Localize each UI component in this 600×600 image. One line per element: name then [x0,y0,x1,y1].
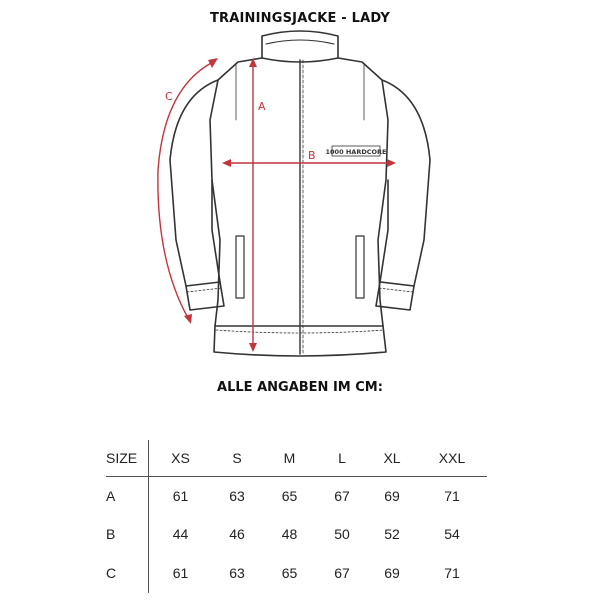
page-title: TRAININGSJACKE - LADY [209,11,391,26]
table-cell: 63 [229,488,245,504]
measure-a [249,58,257,352]
table-row [106,477,487,516]
size-header-xxl: XXL [417,440,487,477]
row-label: A [106,477,149,516]
table-cell: 67 [334,565,350,581]
size-header-m: M [262,440,317,477]
right-pocket [356,236,364,298]
table-cell: 69 [384,565,400,581]
table-cell: 67 [334,488,350,504]
table-row [106,553,487,593]
left-pocket [236,236,244,298]
table-cell: 63 [229,565,245,581]
table-cell: 54 [444,526,460,542]
table-cell: 69 [384,488,400,504]
table-cell: 71 [444,565,460,581]
table-header-row [106,440,487,477]
size-header-xl: XL [367,440,417,477]
jacket-outline [170,31,430,356]
table-cell: 65 [281,565,298,581]
table-cell: 46 [229,526,245,542]
size-header-xs: XS [149,440,213,477]
table-cell: 61 [172,488,189,504]
table-cell: 52 [384,526,400,542]
jacket-body [210,58,388,326]
table-row [106,515,487,553]
row-label: B [106,515,149,553]
logo-text: 1000 HARDCORE [325,148,387,156]
size-corner-label: SIZE [106,440,149,477]
size-table [106,440,487,593]
table-cell: 44 [172,526,189,542]
row-label: C [106,553,149,593]
measure-a-label: A [258,100,266,113]
table-cell: 61 [172,565,189,581]
measure-b-label: B [308,149,316,162]
table-cell: 71 [444,488,460,504]
size-header-l: L [317,440,367,477]
units-note: ALLE ANGABEN IM CM: [217,380,383,395]
table-cell: 48 [281,526,298,542]
measure-c-label: C [165,90,173,103]
right-sleeve [380,80,430,286]
size-header-s: S [212,440,262,477]
table-cell: 65 [281,488,298,504]
table-cell: 50 [334,526,350,542]
jacket-collar [262,31,338,62]
